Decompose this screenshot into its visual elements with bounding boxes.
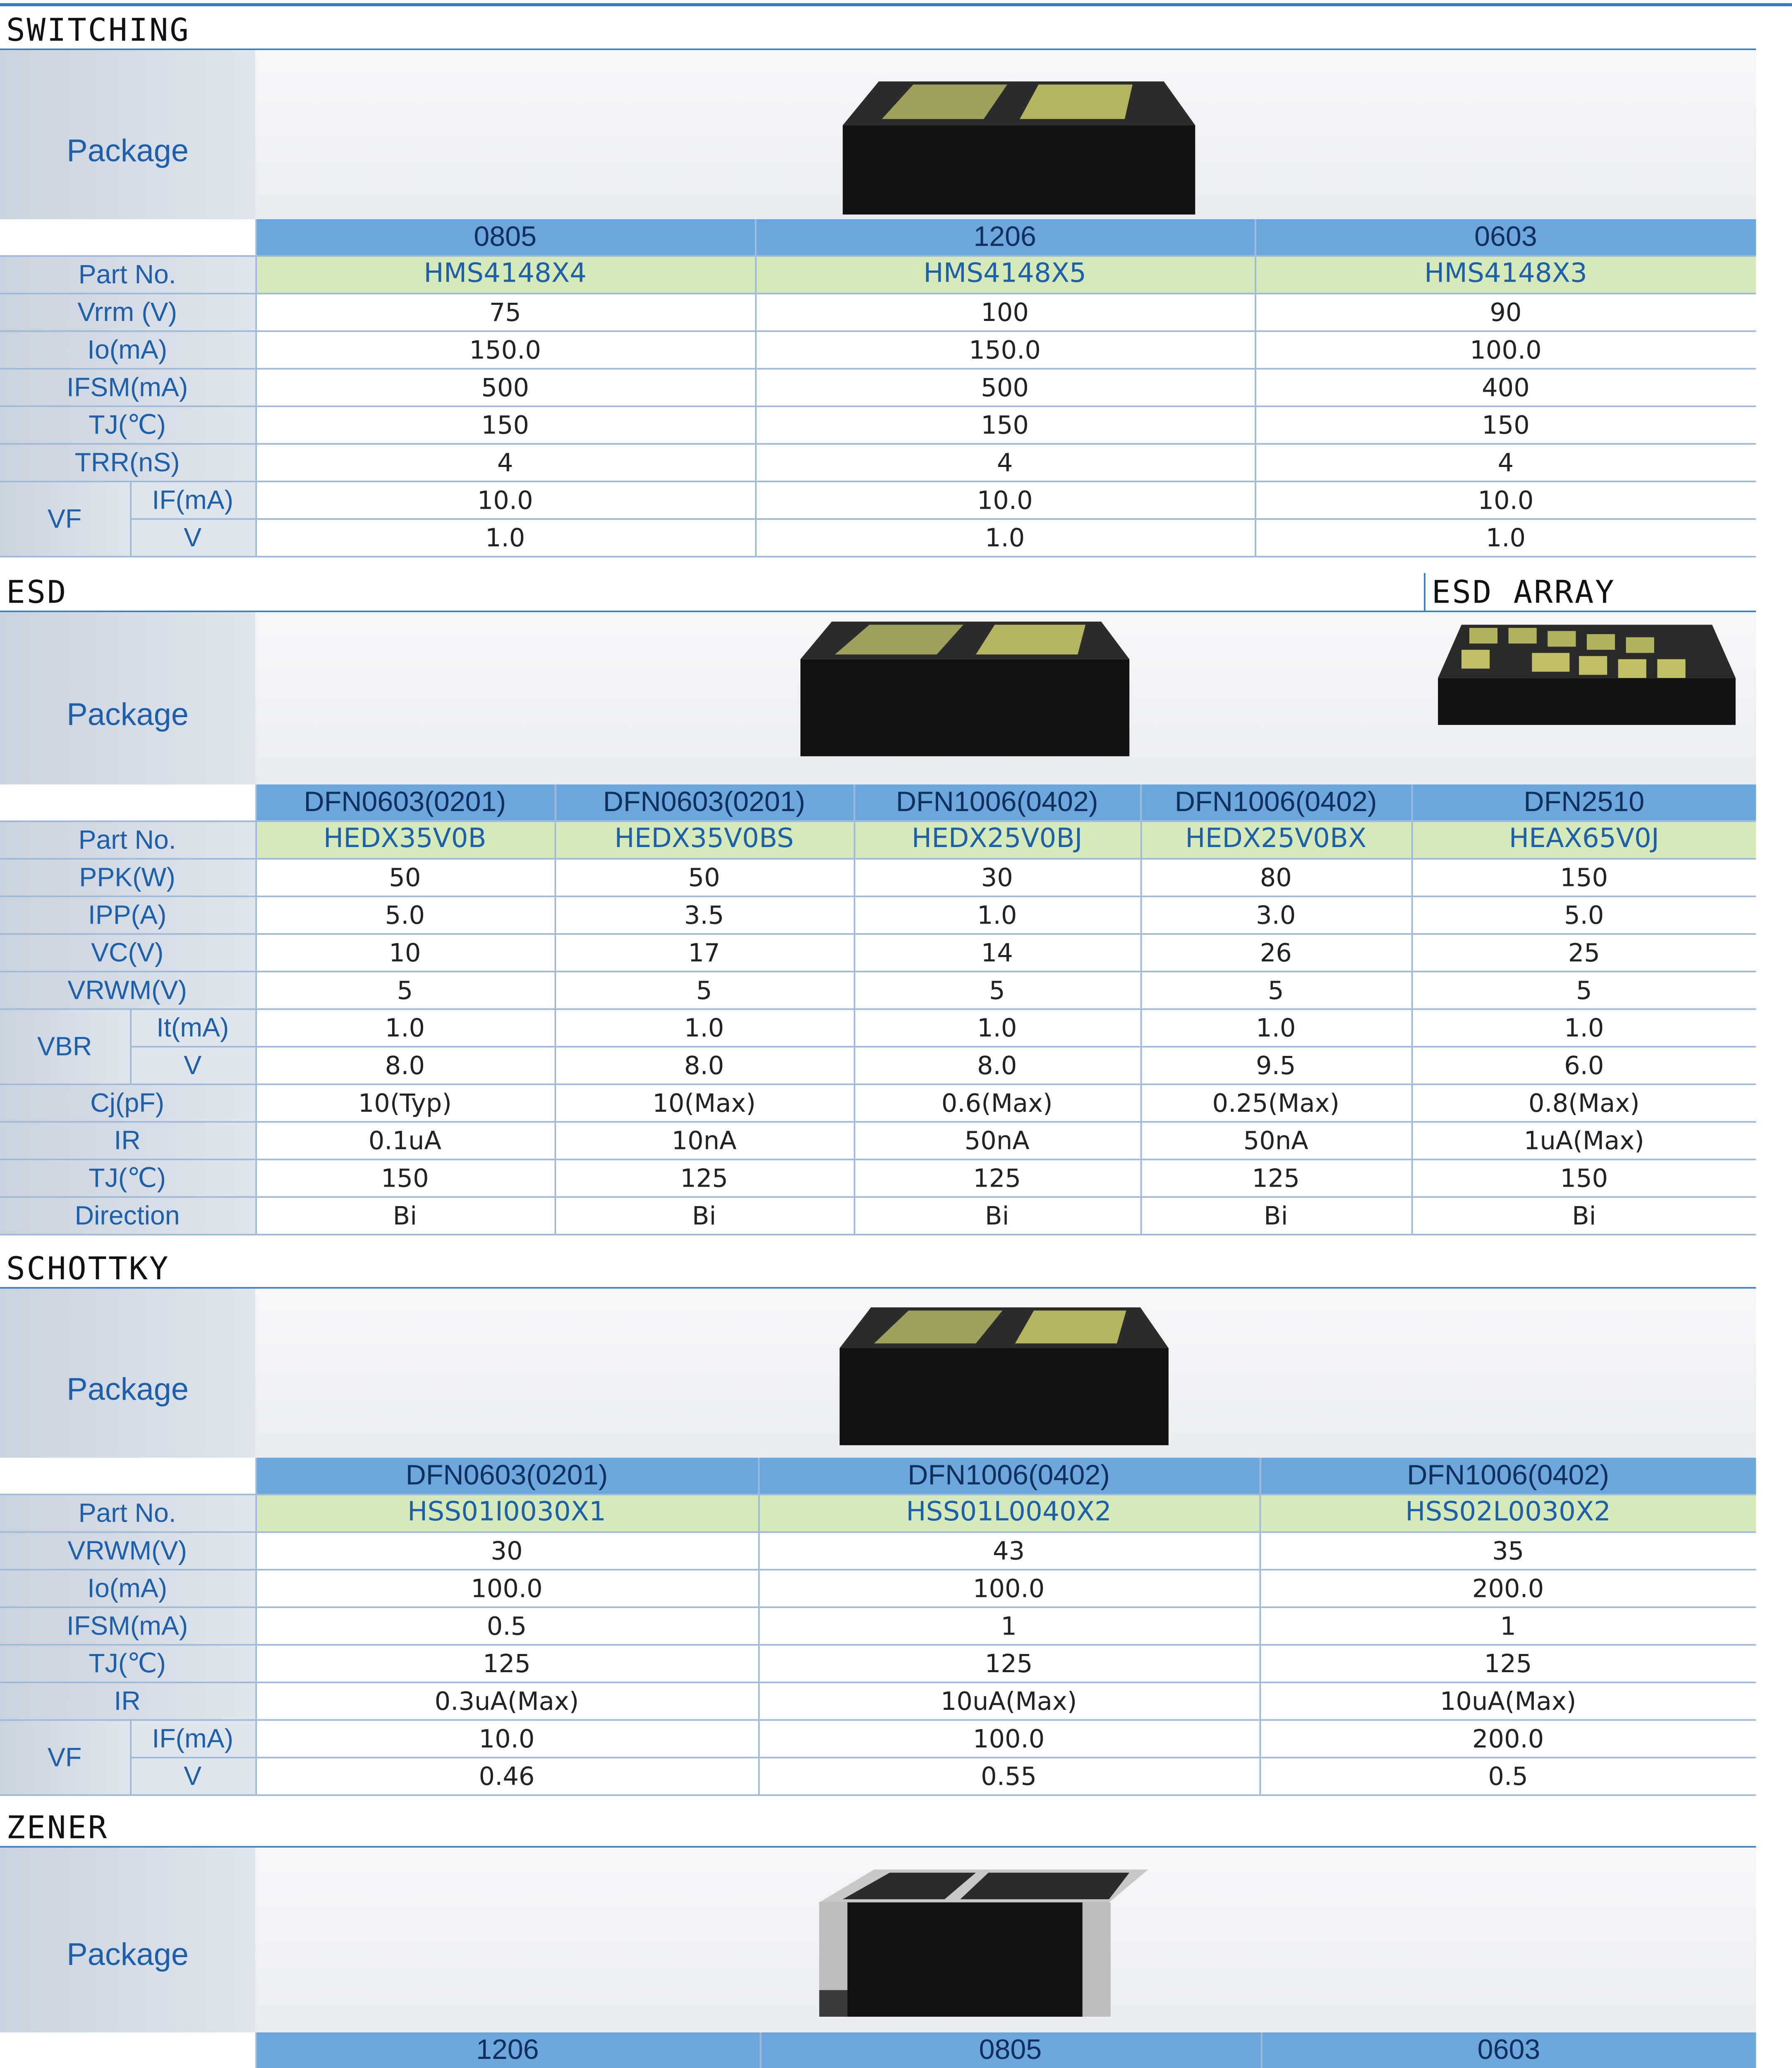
value-cell: 500 [255,369,755,407]
value-cell: 10(Typ) [255,1084,554,1122]
package-cell: DFN1006(0402) [1140,785,1411,821]
schottky-package-image-area [255,1289,1756,1458]
value-cell: 80 [1140,859,1411,896]
value-cell: 10.0 [255,1720,758,1758]
value-cell: Bi [554,1197,853,1235]
blank-cell [0,2032,255,2068]
switching-table [0,219,1756,558]
schottky-chip-image [255,1289,1756,1458]
esd-title: ESD [6,573,68,611]
value-cell: 25 [1411,934,1756,972]
sub-label: V [130,1757,255,1795]
value-cell: 0.5 [255,1607,758,1645]
value-cell: 5 [1140,972,1411,1009]
value-cell: 10uA(Max) [1260,1683,1756,1720]
value-cell: 4 [255,444,755,481]
value-cell: Bi [1140,1197,1411,1235]
schottky-title: SCHOTTKY [6,1249,170,1287]
schottky-package-row [0,1458,1756,1494]
value-cell: 0.5 [1260,1757,1756,1795]
esd-package-image-area [255,612,1756,784]
value-cell: 50nA [1140,1122,1411,1159]
row-label: Io(mA) [0,331,255,369]
value-cell: 100 [755,294,1255,331]
row-label: TJ(℃) [0,406,255,444]
value-cell: 1.0 [1255,519,1756,557]
esd-package-row [0,785,1756,821]
row-label: Direction [0,1197,255,1235]
value-cell: 10nA [554,1122,853,1159]
table-row [0,1570,1756,1607]
sub-label: It(mA) [130,1009,255,1047]
value-cell: 75 [255,294,755,331]
part-cell: HSS02L0030X2 [1260,1494,1756,1532]
value-cell: 3.0 [1140,896,1411,934]
value-cell: 100.0 [758,1720,1260,1758]
table-row [0,1047,1756,1084]
row-label: IFSM(mA) [0,1607,255,1645]
package-cell: DFN0603(0201) [554,785,853,821]
esd-chip-images [255,612,1756,784]
value-cell: 5 [255,972,554,1009]
table-row [0,1757,1756,1795]
value-cell: 150 [1255,406,1756,444]
zener-title: ZENER [6,1808,109,1846]
switching-chip-image [255,50,1756,219]
part-cell: HMS4148X4 [255,256,755,294]
table-row [0,444,1756,481]
value-cell: 150.0 [755,331,1255,369]
value-cell: 10.0 [755,481,1255,519]
table-row [0,294,1756,331]
zener-chip-image [255,1848,1756,2032]
blank-cell [0,785,255,821]
value-cell: Bi [854,1197,1140,1235]
value-cell: 8.0 [255,1047,554,1084]
value-cell: 5.0 [255,896,554,934]
value-cell: 0.3uA(Max) [255,1683,758,1720]
part-cell: HEDX35V0BS [554,821,853,859]
table-row [0,972,1756,1009]
table-row [0,369,1756,407]
value-cell: 150 [755,406,1255,444]
table-row [0,1607,1756,1645]
table-row [0,1197,1756,1235]
part-cell: HEDX35V0B [255,821,554,859]
switching-package-label: Package [67,134,189,169]
row-label: IPP(A) [0,896,255,934]
value-cell: 1.0 [854,1009,1140,1047]
value-cell: 400 [1255,369,1756,407]
table-row [0,934,1756,972]
value-cell: 50 [255,859,554,896]
part-cell: HEDX25V0BX [1140,821,1411,859]
value-cell: 125 [255,1645,758,1683]
package-cell: 0603 [1255,219,1756,256]
value-cell: 1.0 [554,1009,853,1047]
value-cell: 10(Max) [554,1084,853,1122]
part-cell: HMS4148X5 [755,256,1255,294]
value-cell: 125 [554,1159,853,1197]
value-cell: 0.6(Max) [854,1084,1140,1122]
table-row [0,1159,1756,1197]
group-label: VBR [0,1009,130,1084]
row-label: VC(V) [0,934,255,972]
row-label: VRWM(V) [0,972,255,1009]
value-cell: 26 [1140,934,1411,972]
value-cell: Bi [255,1197,554,1235]
value-cell: 100.0 [1255,331,1756,369]
value-cell: 10.0 [255,481,755,519]
part-cell: HSS01I0030X1 [255,1494,758,1532]
value-cell: 30 [854,859,1140,896]
row-label: Io(mA) [0,1570,255,1607]
value-cell: 5 [1411,972,1756,1009]
row-label: PPK(W) [0,859,255,896]
sub-label: IF(mA) [130,1720,255,1758]
table-row [0,406,1756,444]
row-label: IFSM(mA) [0,369,255,407]
esd-table [0,785,1756,1235]
table-row [0,1009,1756,1047]
row-label: Part No. [0,1494,255,1532]
value-cell: 50nA [854,1122,1140,1159]
row-label: TJ(℃) [0,1645,255,1683]
switching-part-row [0,256,1756,294]
row-label: IR [0,1122,255,1159]
value-cell: 125 [1140,1159,1411,1197]
table-row [0,1122,1756,1159]
esd-part-row [0,821,1756,859]
value-cell: 5 [854,972,1140,1009]
part-cell: HMS4148X3 [1255,256,1756,294]
value-cell: 1uA(Max) [1411,1122,1756,1159]
value-cell: 0.8(Max) [1411,1084,1756,1122]
table-row [0,481,1756,519]
row-label: Vrrm (V) [0,294,255,331]
value-cell: 10uA(Max) [758,1683,1260,1720]
package-cell: 0603 [1261,2032,1756,2068]
value-cell: 500 [755,369,1255,407]
part-cell: HEAX65V0J [1411,821,1756,859]
value-cell: 4 [755,444,1255,481]
value-cell: 200.0 [1260,1720,1756,1758]
part-cell: HSS01L0040X2 [758,1494,1260,1532]
sub-label: V [130,1047,255,1084]
row-label: Part No. [0,821,255,859]
value-cell: 10 [255,934,554,972]
switching-title: SWITCHING [6,11,190,49]
package-cell: DFN1006(0402) [758,1458,1260,1494]
value-cell: 14 [854,934,1140,972]
value-cell: 30 [255,1532,758,1570]
value-cell: 8.0 [854,1047,1140,1084]
value-cell: 150 [255,1159,554,1197]
value-cell: 3.5 [554,896,853,934]
row-label: VRWM(V) [0,1532,255,1570]
package-cell: DFN1006(0402) [854,785,1140,821]
value-cell: 200.0 [1260,1570,1756,1607]
value-cell: 150 [1411,1159,1756,1197]
value-cell: 10.0 [1255,481,1756,519]
value-cell: 150.0 [255,331,755,369]
value-cell: 90 [1255,294,1756,331]
value-cell: 125 [758,1645,1260,1683]
value-cell: Bi [1411,1197,1756,1235]
package-cell: DFN0603(0201) [255,785,554,821]
value-cell: 5 [554,972,853,1009]
value-cell: 0.46 [255,1757,758,1795]
value-cell: 1 [758,1607,1260,1645]
zener-package-image-area [255,1848,1756,2032]
value-cell: 43 [758,1532,1260,1570]
value-cell: 0.25(Max) [1140,1084,1411,1122]
value-cell: 1.0 [255,1009,554,1047]
table-row [0,1645,1756,1683]
table-row [0,1084,1756,1122]
package-cell: DFN0603(0201) [255,1458,758,1494]
blank-cell [0,1458,255,1494]
zener-package-row [0,2032,1756,2068]
table-row [0,1532,1756,1570]
value-cell: 1.0 [1411,1009,1756,1047]
table-row [0,1683,1756,1720]
schottky-package-label: Package [67,1373,189,1408]
part-cell: HEDX25V0BJ [854,821,1140,859]
package-cell: 0805 [255,219,755,256]
top-rule [0,3,1792,7]
table-row [0,1720,1756,1758]
schottky-part-row [0,1494,1756,1532]
value-cell: 150 [1411,859,1756,896]
value-cell: 6.0 [1411,1047,1756,1084]
value-cell: 4 [1255,444,1756,481]
row-label: TRR(nS) [0,444,255,481]
value-cell: 1.0 [755,519,1255,557]
value-cell: 1.0 [1140,1009,1411,1047]
value-cell: 17 [554,934,853,972]
table-row [0,331,1756,369]
row-label: Cj(pF) [0,1084,255,1122]
value-cell: 100.0 [255,1570,758,1607]
value-cell: 0.1uA [255,1122,554,1159]
package-cell: 0805 [760,2032,1261,2068]
value-cell: 1.0 [255,519,755,557]
sub-label: IF(mA) [130,481,255,519]
switching-package-row [0,219,1756,256]
row-label: Part No. [0,256,255,294]
value-cell: 125 [854,1159,1140,1197]
row-label: IR [0,1683,255,1720]
group-label: VF [0,1720,130,1795]
value-cell: 8.0 [554,1047,853,1084]
row-label: TJ(℃) [0,1159,255,1197]
esd-array-divider [1424,573,1425,611]
switching-package-image-area [255,50,1756,219]
table-row [0,519,1756,557]
package-cell: DFN1006(0402) [1260,1458,1756,1494]
value-cell: 1.0 [854,896,1140,934]
value-cell: 5.0 [1411,896,1756,934]
table-row [0,859,1756,896]
zener-table [0,2032,1756,2068]
value-cell: 50 [554,859,853,896]
value-cell: 35 [1260,1532,1756,1570]
esd-package-label: Package [67,698,189,733]
schottky-table [0,1458,1756,1796]
package-cell: 1206 [755,219,1255,256]
value-cell: 100.0 [758,1570,1260,1607]
group-label: VF [0,481,130,557]
package-cell: 1206 [255,2032,759,2068]
esd-array-title: ESD ARRAY [1432,573,1616,611]
package-cell: DFN2510 [1411,785,1756,821]
zener-package-label: Package [67,1938,189,1973]
value-cell: 9.5 [1140,1047,1411,1084]
sub-label: V [130,519,255,557]
value-cell: 125 [1260,1645,1756,1683]
table-row [0,896,1756,934]
value-cell: 150 [255,406,755,444]
value-cell: 1 [1260,1607,1756,1645]
blank-cell [0,219,255,256]
value-cell: 0.55 [758,1757,1260,1795]
